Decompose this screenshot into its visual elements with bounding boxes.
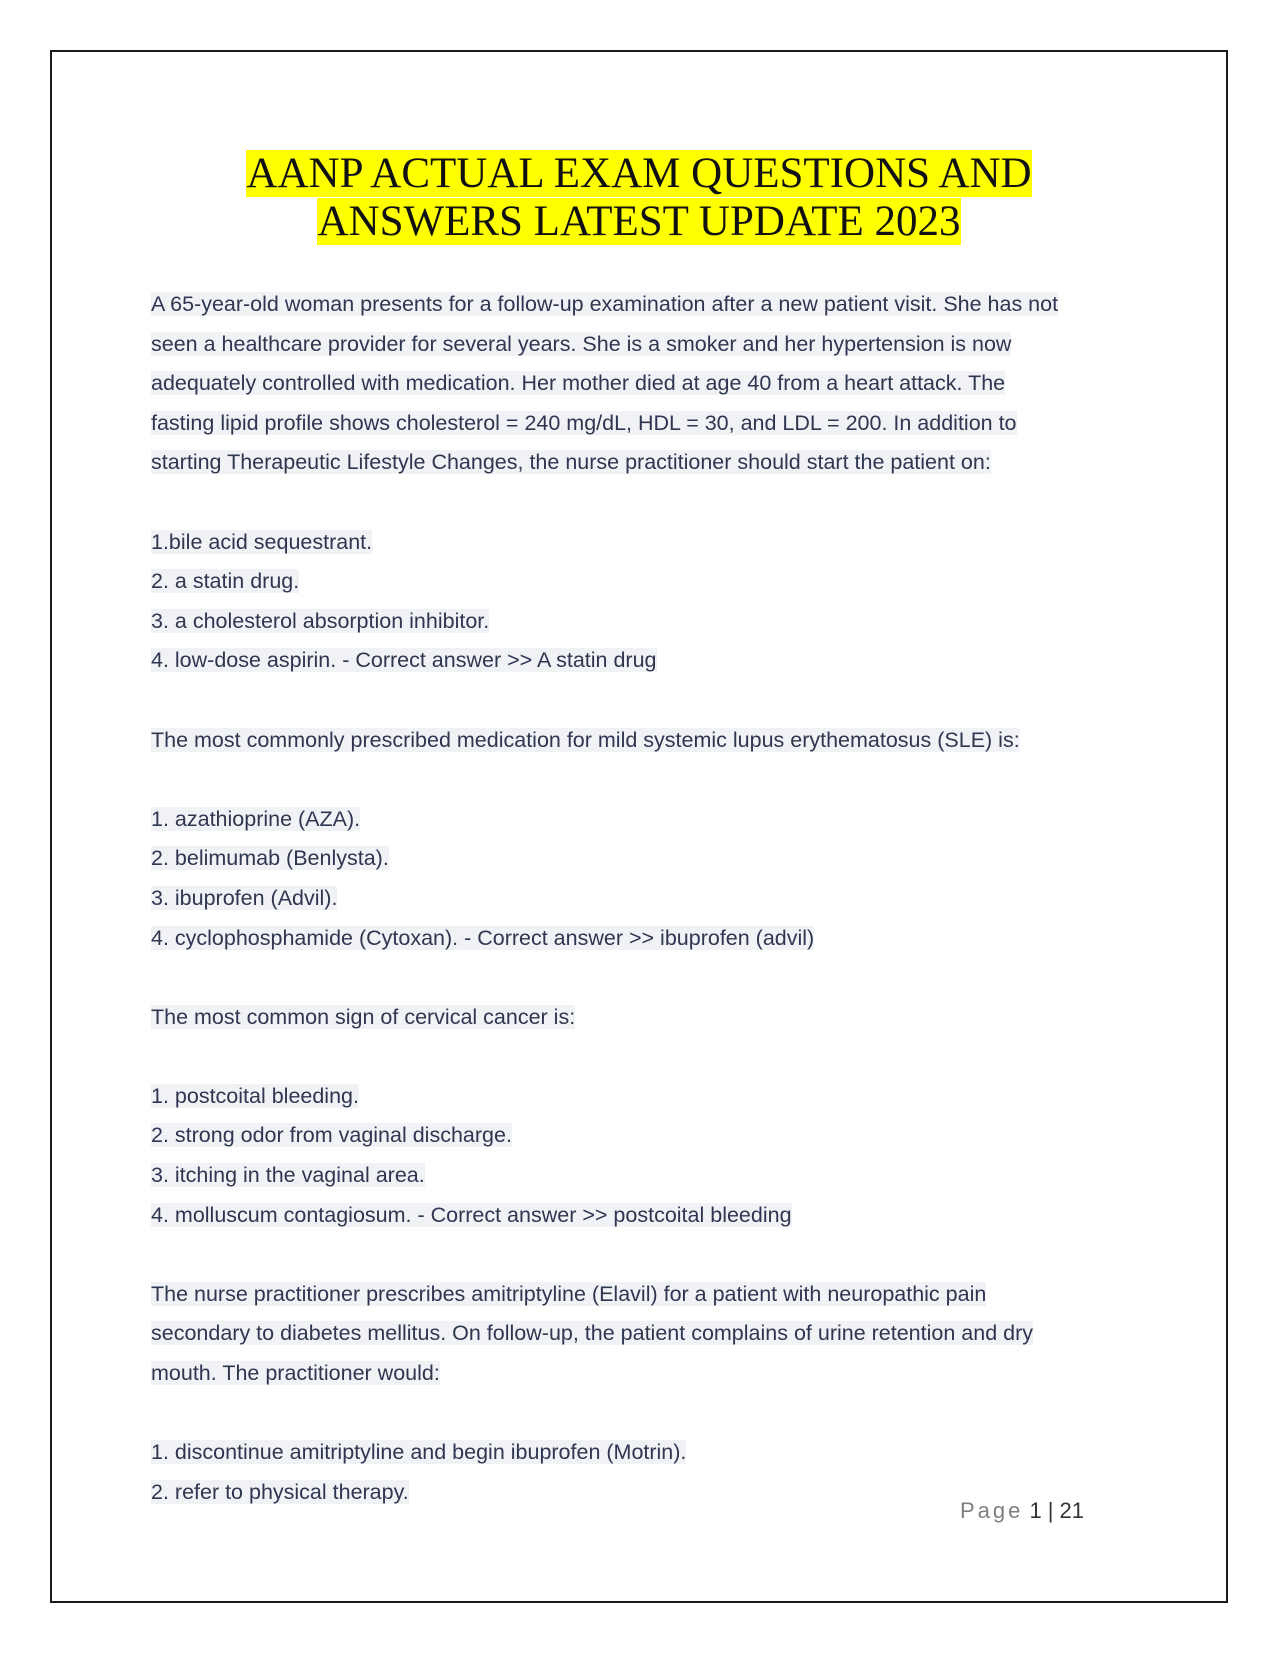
document-title [52, 150, 1226, 246]
question-stem [151, 1275, 1191, 1394]
question-block [151, 285, 1191, 681]
page-number-footer [960, 1498, 1084, 1524]
question-stem [151, 721, 1191, 761]
answer-option: 4. cyclophosphamide (Cytoxan). - Correct answer >> ibuprofen (advil) [151, 925, 815, 950]
page-separator: | [1047, 1498, 1054, 1523]
answer-option: 3. itching in the vaginal area. [151, 1163, 425, 1188]
stem-line: adequately controlled with medication. Her mother died at age 40 from a heart attack. The [151, 371, 1006, 396]
stem-line: The nurse practitioner prescribes amitriptyline (Elavil) for a patient with neuropathic pain [151, 1281, 987, 1306]
stem-line: A 65-year-old woman presents for a follow-up examination after a new patient visit. She has not [151, 292, 1059, 316]
question-stem [151, 285, 1191, 483]
question-block [151, 998, 1191, 1236]
answer-option: 3. ibuprofen (Advil). [151, 885, 338, 910]
stem-line: The most common sign of cervical cancer is: [151, 1004, 576, 1029]
answer-option: 3. a cholesterol absorption inhibitor. [151, 608, 490, 633]
answer-option: 1. discontinue amitriptyline and begin ibuprofen (Motrin). [151, 1440, 687, 1465]
answer-option: 2. a statin drug. [151, 569, 300, 594]
stem-line: seen a healthcare provider for several years. She is a smoker and her hypertension is now [151, 331, 1012, 356]
title-line-2: ANSWERS LATEST UPDATE 2023 [317, 198, 961, 245]
answer-option: 1.bile acid sequestrant. [151, 529, 373, 554]
answer-option: 2. belimumab (Benlysta). [151, 846, 389, 871]
answer-option: 2. strong odor from vaginal discharge. [151, 1123, 512, 1148]
question-block [151, 721, 1191, 959]
document-page [50, 50, 1228, 1603]
question-block [151, 1275, 1191, 1513]
answer-option: 1. azathioprine (AZA). [151, 806, 361, 831]
page-label: Page [960, 1498, 1024, 1523]
answer-option: 1. postcoital bleeding. [151, 1083, 359, 1108]
stem-line: secondary to diabetes mellitus. On follow-up, the patient complains of urine retention and dry [151, 1321, 1033, 1346]
title-line-1: AANP ACTUAL EXAM QUESTIONS AND [246, 150, 1032, 197]
answer-options [151, 800, 1191, 958]
question-stem [151, 998, 1191, 1038]
answer-option: 4. low-dose aspirin. - Correct answer >> A statin drug [151, 648, 657, 673]
stem-line: starting Therapeutic Lifestyle Changes, the nurse practitioner should start the patient on: [151, 450, 991, 475]
current-page-number: 1 [1029, 1498, 1042, 1523]
answer-options [151, 1077, 1191, 1235]
total-pages: 21 [1059, 1498, 1084, 1523]
answer-options [151, 523, 1191, 681]
document-body [151, 285, 1191, 1512]
answer-option: 2. refer to physical therapy. [151, 1479, 409, 1504]
stem-line: mouth. The practitioner would: [151, 1361, 440, 1386]
answer-option: 4. molluscum contagiosum. - Correct answer >> postcoital bleeding [151, 1202, 792, 1227]
stem-line: The most commonly prescribed medication for mild systemic lupus erythematosus (SLE) is: [151, 727, 1020, 752]
stem-line: fasting lipid profile shows cholesterol = 240 mg/dL, HDL = 30, and LDL = 200. In addition to [151, 410, 1017, 435]
